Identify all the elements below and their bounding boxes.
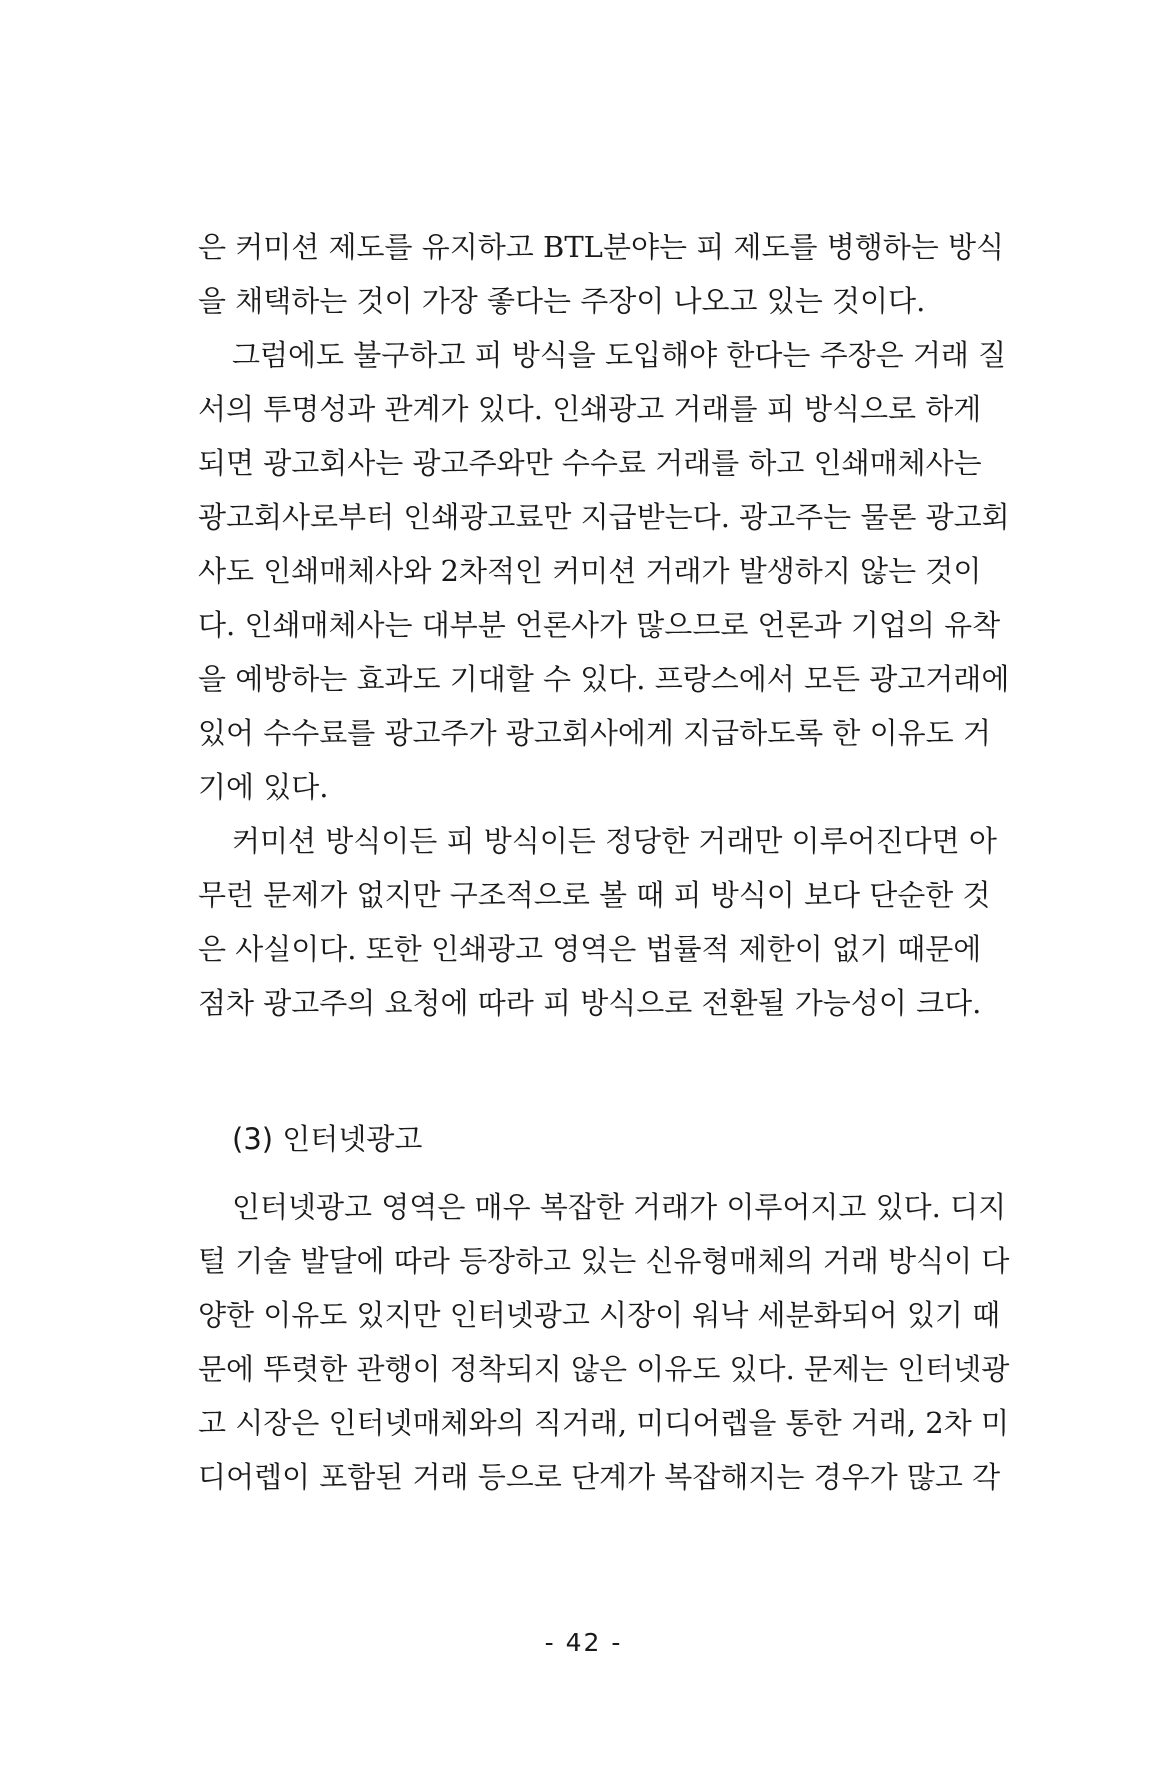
text-line: 양한 이유도 있지만 인터넷광고 시장이 워낙 세분화되어 있기 때: [198, 1298, 1001, 1332]
text-line: 있어 수수료를 광고주가 광고회사에게 지급하도록 한 이유도 거: [198, 716, 991, 750]
text-line: 무런 문제가 없지만 구조적으로 볼 때 피 방식이 보다 단순한 것: [198, 878, 991, 912]
body-text-block-2: [198, 1180, 1010, 1504]
text-line: 그럼에도 불구하고 피 방식을 도입해야 한다는 주장은 거래 질: [232, 338, 1007, 372]
text-line: 점차 광고주의 요청에 따라 피 방식으로 전환될 가능성이 크다.: [198, 986, 982, 1020]
text-line: 털 기술 발달에 따라 등장하고 있는 신유형매체의 거래 방식이 다: [198, 1244, 1010, 1278]
text-line: 서의 투명성과 관계가 있다. 인쇄광고 거래를 피 방식으로 하게: [198, 392, 982, 426]
text-line: 되면 광고회사는 광고주와만 수수료 거래를 하고 인쇄매체사는: [198, 446, 982, 480]
page-number: - 42 -: [544, 1628, 623, 1657]
text-line: 문에 뚜렷한 관행이 정착되지 않은 이유도 있다. 문제는 인터넷광: [198, 1352, 1010, 1386]
text-line: 인터넷광고 영역은 매우 복잡한 거래가 이루어지고 있다. 디지: [232, 1190, 1007, 1224]
body-text-block-1: [198, 220, 1010, 1030]
text-line: 커미션 방식이든 피 방식이든 정당한 거래만 이루어진다면 아: [232, 824, 997, 858]
text-line: 디어렙이 포함된 거래 등으로 단계가 복잡해지는 경우가 많고 각: [198, 1460, 1001, 1494]
text-line: 사도 인쇄매체사와 2차적인 커미션 거래가 발생하지 않는 것이: [198, 554, 982, 588]
text-line: 다. 인쇄매체사는 대부분 언론사가 많으므로 언론과 기업의 유착: [198, 608, 1001, 642]
section-heading: (3) 인터넷광고: [232, 1122, 423, 1156]
text-line: 을 채택하는 것이 가장 좋다는 주장이 나오고 있는 것이다.: [198, 284, 926, 318]
text-line: 은 커미션 제도를 유지하고 BTL분야는 피 제도를 병행하는 방식: [198, 230, 1004, 264]
text-line: 고 시장은 인터넷매체와의 직거래, 미디어렙을 통한 거래, 2차 미: [198, 1406, 1009, 1440]
text-line: 광고회사로부터 인쇄광고료만 지급받는다. 광고주는 물론 광고회: [198, 500, 1010, 534]
text-line: 기에 있다.: [198, 770, 329, 804]
text-line: 을 예방하는 효과도 기대할 수 있다. 프랑스에서 모든 광고거래에: [198, 662, 1010, 696]
text-line: 은 사실이다. 또한 인쇄광고 영역은 법률적 제한이 없기 때문에: [198, 932, 982, 966]
